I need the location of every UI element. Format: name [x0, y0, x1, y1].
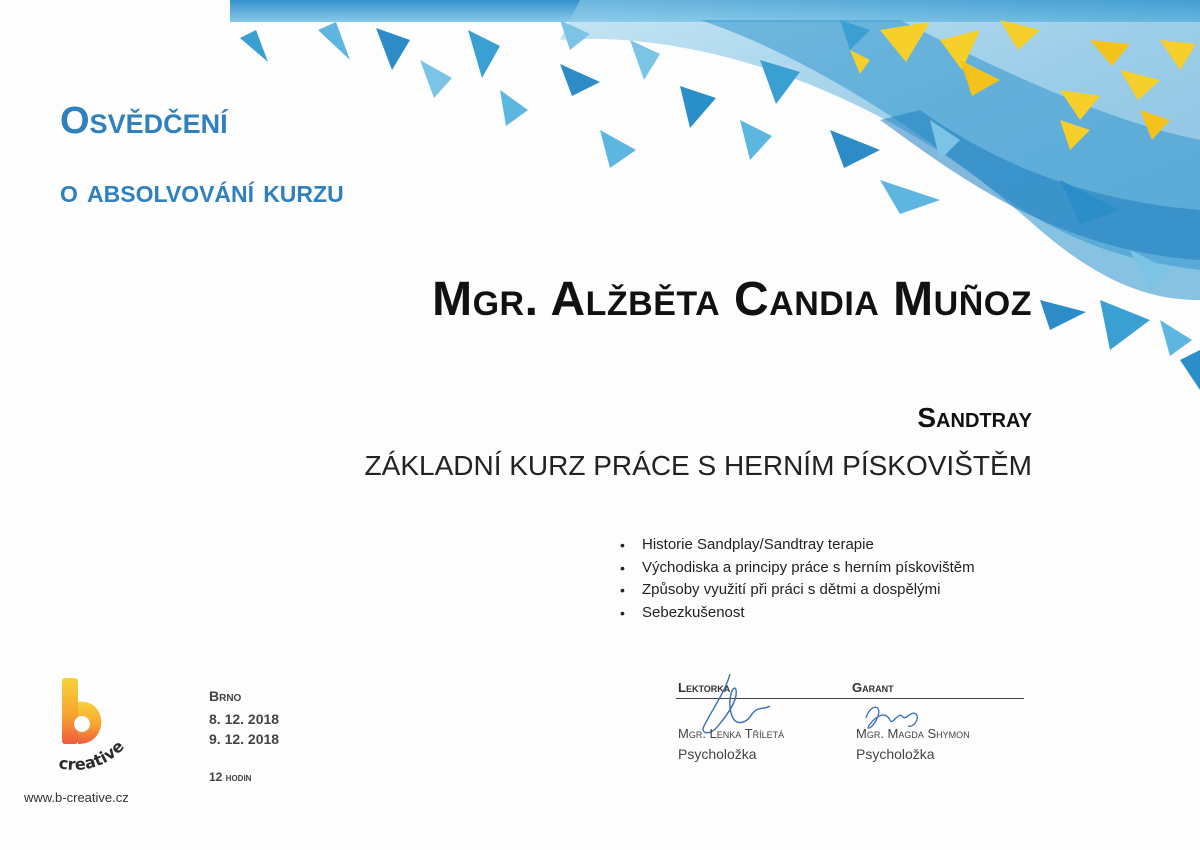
event-date-1: 8. 12. 2018 [209, 711, 280, 727]
list-item [620, 534, 975, 557]
certificate-title: Osvědčení [60, 100, 228, 142]
list-item [620, 579, 975, 602]
topic-label: Způsoby využití při práci s dětmi a dospělými [642, 581, 941, 598]
course-hours: 12 hodin [209, 770, 252, 784]
topic-label: Historie Sandplay/Sandtray terapie [642, 536, 874, 553]
list-item [620, 557, 975, 580]
bullet-icon: • [620, 537, 625, 553]
list-item [620, 602, 975, 625]
topic-label: Východiska a principy práce s herním pískovištěm [642, 558, 975, 576]
website-link[interactable]: www.b-creative.cz [24, 790, 129, 805]
guarantor-role-label: Garant [852, 680, 894, 695]
b-creative-logo-icon [52, 676, 148, 780]
course-topics-list [620, 534, 975, 624]
certificate-subtitle: o absolvování kurzu [60, 172, 344, 209]
event-date-2: 9. 12. 2018 [209, 731, 280, 747]
guarantor-title: Psycholožka [856, 746, 935, 762]
lecturer-name: Mgr. Lenka Tříletá [678, 726, 785, 741]
course-subtitle: ZÁKLADNÍ KURZ PRÁCE S HERNÍM PÍSKOVIŠTĚM [364, 450, 1032, 481]
bullet-icon: • [620, 582, 625, 598]
bullet-icon: • [620, 559, 625, 576]
event-city: Brno [209, 688, 242, 704]
recipient-name: Mgr. Alžběta Candia Muñoz [432, 273, 1032, 326]
guarantor-name: Mgr. Magda Shymon [856, 726, 970, 741]
lecturer-role-label: Lektorka [678, 680, 731, 695]
course-name: Sandtray [917, 402, 1032, 433]
topic-label: Sebezkušenost [642, 603, 745, 621]
logo-wordmark: creative [57, 736, 128, 774]
lecturer-title: Psycholožka [678, 746, 757, 762]
bullet-icon: • [620, 604, 625, 621]
